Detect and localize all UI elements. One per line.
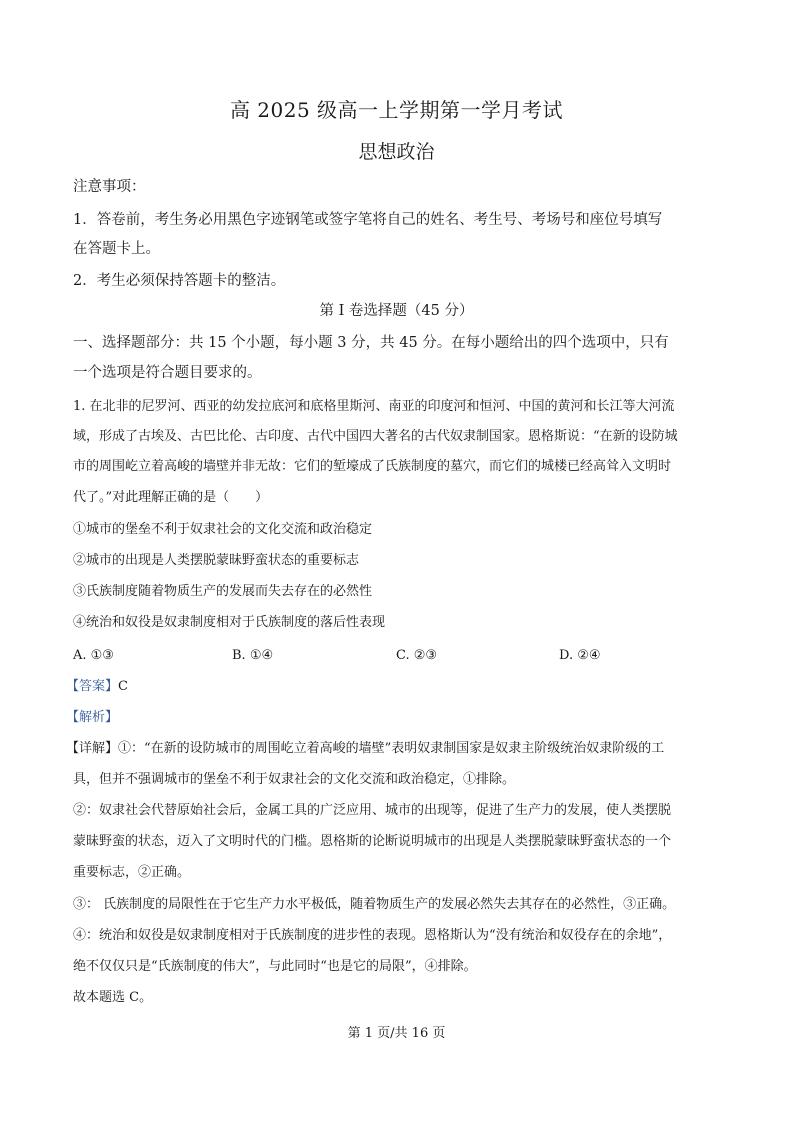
detail-tag: 【详解】: [66, 741, 119, 756]
question-stem-line-1: 1. 在北非的尼罗河、西亚的幼发拉底河和底格里斯河、南亚的印度河和恒河、中国的黄河和长江等大河流: [73, 399, 675, 414]
detail-line-1: [66, 739, 721, 759]
statement-1: ①城市的堡垒不利于奴隶社会的文化交流和政治稳定: [73, 522, 373, 537]
question-stem-line-4: 代了。”对此理解正确的是（ ）: [73, 490, 269, 505]
exam-title: 高 2025 级高一上学期第一学月考试: [229, 98, 564, 122]
answer-value: C: [118, 679, 128, 694]
option-b: B. ①④: [232, 648, 274, 663]
answer-tag: 【答案】: [66, 679, 119, 694]
question-stem-line-2: 域，形成了古埃及、古巴比伦、古印度、古代中国四大著名的古代奴隶制国家。恩格斯说：“在新的设防城: [73, 429, 678, 444]
section-intro-line-1: 一、选择题部分：共 15 个小题，每小题 3 分，共 45 分。在每小题给出的四个选项中，只有: [73, 335, 669, 351]
statement-4: ④统治和奴役是奴隶制度相对于氏族制度的落后性表现: [73, 615, 386, 630]
detail-line-8: 绝不仅仅只是“氏族制度的伟大”，与此同时“也是它的局限”，④排除。: [73, 959, 477, 974]
analysis-line: [66, 708, 721, 728]
detail-line-7: ④：统治和奴役是奴隶制度相对于氏族制度的进步性的表现。恩格斯认为“没有统治和奴役存在的余地”，: [73, 928, 672, 943]
section-intro-line-2: 一个选项是符合题目要求的。: [73, 365, 262, 381]
section-heading: 第 I 卷选择题（45 分）: [319, 303, 474, 319]
detail-line-5: 重要标志，②正确。: [73, 865, 191, 880]
conclusion: 故本题选 C。: [73, 990, 153, 1005]
question-stem-line-3: 市的周围屹立着高峻的墙壁并非无故：它们的堑壕成了氏族制度的墓穴，而它们的城楼已经高耸入文明时: [73, 459, 672, 474]
option-c: C. ②③: [396, 648, 438, 663]
page-footer: 第 1 页/共 16 页: [347, 1026, 446, 1041]
option-a: A. ①③: [73, 648, 114, 663]
notice-item-2: 2．考生必须保持答题卡的整洁。: [73, 273, 286, 289]
detail-line-4: 蒙昧野蛮的状态，迈入了文明时代的门槛。恩格斯的论断说明城市的出现是人类摆脱蒙昧野蛮状态的一个: [73, 834, 672, 849]
statement-3: ③氏族制度随着物质生产的发展而失去存在的必然性: [73, 584, 373, 599]
detail-line-3: ②：奴隶社会代替原始社会后，金属工具的广泛应用、城市的出现等，促进了生产力的发展，使人类摆脱: [73, 803, 672, 818]
analysis-tag: 【解析】: [66, 710, 119, 725]
detail-line-6: ③： 氏族制度的局限性在于它生产力水平极低，随着物质生产的发展必然失去其存在的必然性，③正确。: [73, 897, 676, 912]
detail-text-1: ①：“在新的设防城市的周围屹立着高峻的墙壁”表明奴隶制国家是奴隶主阶级统治奴隶阶级的工: [118, 741, 665, 756]
detail-line-2: 具，但并不强调城市的堡垒不利于奴隶社会的文化交流和政治稳定，①排除。: [73, 772, 516, 787]
notice-item-1-line-2: 在答题卡上。: [73, 241, 160, 257]
notice-item-1-line-1: 1．答卷前，考生务必用黑色字迹钢笔或签字笔将自己的姓名、考生号、考场号和座位号填写: [73, 212, 663, 228]
statement-2: ②城市的出现是人类摆脱蒙昧野蛮状态的重要标志: [73, 553, 360, 568]
exam-subject: 思想政治: [358, 141, 435, 163]
notice-heading: 注意事项：: [73, 179, 146, 195]
option-d: D. ②④: [559, 648, 601, 663]
answer-line: [66, 677, 721, 697]
